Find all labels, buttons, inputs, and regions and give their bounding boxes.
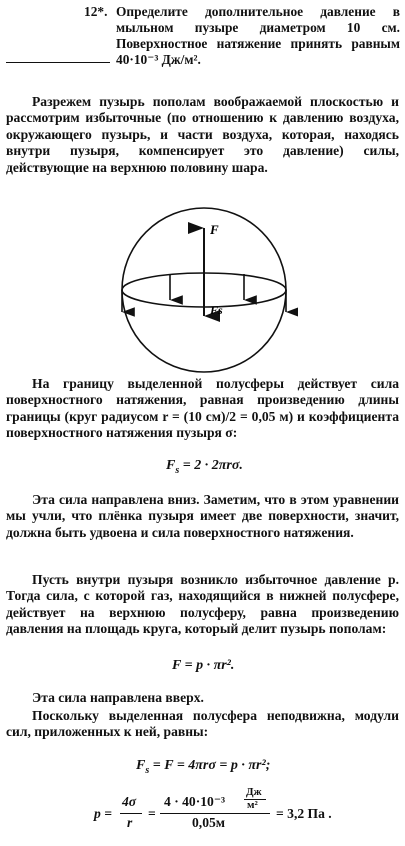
formula-equality: $F_s = F = 4\pi r\sigma = p \cdot \pi r^2$; — [136, 758, 271, 776]
formula-fs: $F_s = 2 \cdot 2\pi r\sigma$. — [166, 458, 243, 476]
formula-final — [94, 788, 394, 840]
divider-line — [6, 62, 110, 63]
frac2-den: 0,05м — [192, 815, 226, 830]
frac2-bar — [160, 813, 270, 814]
final-result: = 3,2 Па . — [276, 806, 332, 821]
frac1-den: r — [127, 815, 133, 830]
sphere-diagram — [118, 204, 298, 380]
paragraph-5: Эта сила направлена вверх. — [32, 690, 204, 705]
unit-den: м² — [247, 799, 258, 811]
problem-number: 12*. — [84, 4, 108, 19]
paragraph-4: Пусть внутри пузыря возникло избыточное давление p. Тогда сила, с которой газ, находящийся в нижней полусфере, действует на верхнюю полусферу, равна произведению давления на площадь круга, который делит пузырь пополам: — [6, 572, 399, 637]
paragraph-1: Разрежем пузырь пополам воображаемой плоскостью и рассмотрим избыточные (по отношению к давлению воздуха, окружающего пузырь, и части воздуха, которая, находясь внутри пузыря, компенсирует это давление) силы, действующие на верхнюю половину шара. — [6, 94, 399, 175]
formula-f: F = p · πr². — [172, 658, 235, 673]
paragraph-3: Эта сила направлена вниз. Заметим, что в этом уравнении мы учли, что плёнка пузыря имеет две поверхности, значит, должна быть удвоена и сила поверхностного натяжения. — [6, 492, 399, 540]
paragraph-2: На границу выделенной полусферы действует сила поверхностного натяжения, равная произведению длины границы (круг радиусом r = (10 см)/2 = 0,05 м) и коэффициента поверхностного натяжения пузыря σ: — [6, 376, 399, 441]
label-fs: Fs — [210, 303, 223, 317]
final-eq: = — [148, 806, 156, 821]
problem-statement — [116, 4, 400, 68]
unit-num: Дж — [246, 786, 262, 798]
frac1-num: 4σ — [122, 794, 137, 809]
frac1-bar — [120, 813, 142, 814]
problem-text: Определите дополнительное давление в мыльном пузыре диаметром 10 см. Поверхностное натяжение принять равным 40·10⁻³ Дж/м². — [116, 4, 400, 67]
label-f: F — [210, 222, 219, 237]
final-lhs: p = — [94, 806, 112, 821]
frac2-num: 4 · 40·10⁻³ — [164, 794, 226, 809]
paragraph-6: Поскольку выделенная полусфера неподвижна, модули сил, приложенных к ней, равны: — [6, 708, 399, 740]
